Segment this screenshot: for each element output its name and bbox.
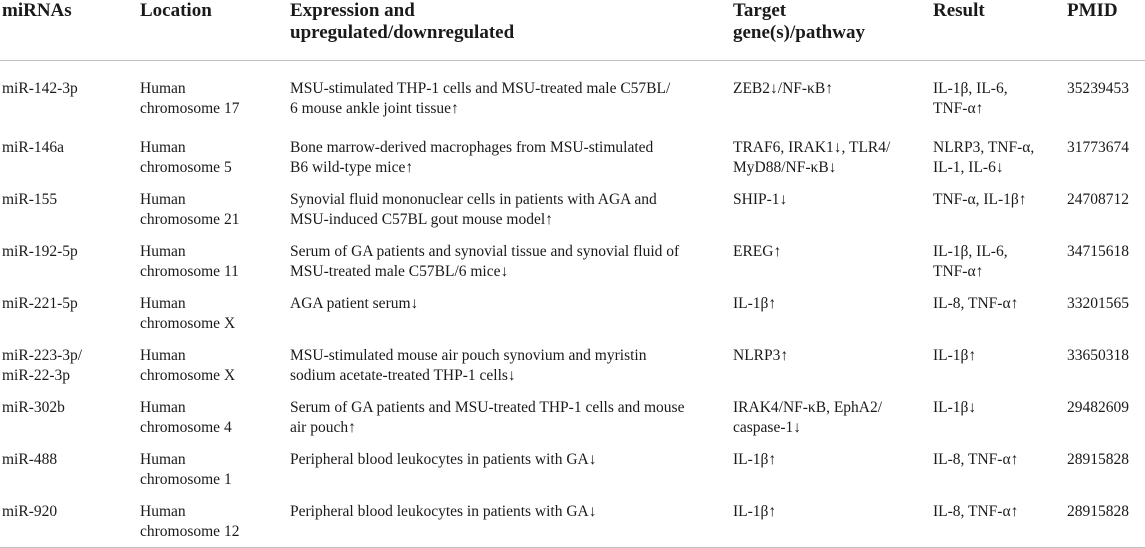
header-expression: Expression and upregulated/downregulated — [290, 0, 733, 61]
cell-location: Human chromosome 21 — [140, 191, 240, 228]
cell-result: TNF-α, IL-1β↑ — [933, 191, 1027, 208]
cell-mirna: miR-146a — [2, 139, 64, 156]
cell-target: IL-1β↑ — [733, 451, 777, 468]
cell-pmid: 35239453 — [1067, 80, 1129, 97]
cell-expression: Peripheral blood leukocytes in patients with GA↓ — [290, 451, 597, 468]
cell-target: IL-1β↑ — [733, 295, 777, 312]
cell-location: Human chromosome 12 — [140, 496, 290, 548]
cell-target: IL-1β↑ — [733, 496, 933, 548]
cell-result: IL-1β, IL-6, TNF-α↑ — [933, 80, 1008, 117]
cell-mirna: miR-920 — [0, 496, 140, 548]
cell-location: Human chromosome 4 — [140, 399, 232, 436]
cell-target: ZEB2↓/NF-κB↑ — [733, 80, 833, 97]
table-row — [0, 392, 1145, 444]
cell-pmid: 33201565 — [1067, 295, 1129, 312]
cell-mirna: miR-302b — [2, 399, 65, 416]
table-row — [0, 236, 1145, 288]
cell-pmid: 34715618 — [1067, 243, 1129, 260]
cell-expression: Synovial fluid mononuclear cells in patients with AGA and MSU-induced C57BL gout mouse model↑ — [290, 191, 657, 228]
cell-pmid: 24708712 — [1067, 191, 1129, 208]
header-result: Result — [933, 0, 1067, 61]
header-pmid: PMID — [1067, 0, 1145, 61]
header-row — [0, 0, 1145, 61]
cell-result: IL-8, TNF-α↑ — [933, 451, 1019, 468]
cell-mirna: miR-192-5p — [2, 243, 78, 260]
cell-location: Human chromosome 5 — [140, 139, 232, 176]
cell-mirna: miR-142-3p — [2, 80, 78, 97]
header-mirnas: miRNAs — [0, 0, 140, 61]
table-row — [0, 288, 1145, 340]
cell-pmid: 33650318 — [1067, 347, 1129, 364]
cell-target: SHIP-1↓ — [733, 191, 788, 208]
table-header — [0, 0, 1145, 61]
cell-location: Human chromosome X — [140, 347, 236, 384]
header-location: Location — [140, 0, 290, 61]
cell-location: Human chromosome 1 — [140, 451, 232, 488]
header-target: Target gene(s)/pathway — [733, 0, 933, 61]
cell-expression: AGA patient serum↓ — [290, 295, 419, 312]
cell-target: IRAK4/NF-κB, EphA2/ caspase-1↓ — [733, 399, 883, 436]
cell-expression: Serum of GA patients and MSU-treated THP-1 cells and mouse air pouch↑ — [290, 399, 685, 436]
cell-expression: Bone marrow-derived macrophages from MSU-stimulated B6 wild-type mice↑ — [290, 139, 654, 176]
cell-pmid: 29482609 — [1067, 399, 1129, 416]
cell-expression: Serum of GA patients and synovial tissue and synovial fluid of MSU-treated male C57BL/6 mice↓ — [290, 243, 680, 280]
cell-result: IL-8, TNF-α↑ — [933, 496, 1067, 548]
cell-target: NLRP3↑ — [733, 347, 789, 364]
cell-target: TRAF6, IRAK1↓, TLR4/ MyD88/NF-κB↓ — [733, 139, 891, 176]
table-row — [0, 340, 1145, 392]
cell-result: IL-1β↓ — [933, 399, 977, 416]
cell-target: EREG↑ — [733, 243, 782, 260]
cell-location: Human chromosome 11 — [140, 243, 239, 280]
cell-expression: Peripheral blood leukocytes in patients with GA↓ — [290, 496, 733, 548]
table-row — [0, 61, 1145, 132]
cell-mirna: miR-221-5p — [2, 295, 78, 312]
cell-mirna: miR-223-3p/ miR-22-3p — [2, 347, 83, 384]
cell-pmid: 31773674 — [1067, 139, 1129, 156]
cell-pmid: 28915828 — [1067, 496, 1145, 548]
table-row — [0, 496, 1145, 548]
cell-expression: MSU-stimulated THP-1 cells and MSU-treated male C57BL/ 6 mouse ankle joint tissue↑ — [290, 80, 671, 117]
cell-location: Human chromosome X — [140, 295, 236, 332]
cell-result: NLRP3, TNF-α, IL-1, IL-6↓ — [933, 139, 1035, 176]
cell-result: IL-1β, IL-6, TNF-α↑ — [933, 243, 1008, 280]
table-row — [0, 132, 1145, 184]
cell-location: Human chromosome 17 — [140, 80, 240, 117]
table-row — [0, 444, 1145, 496]
cell-result: IL-1β↑ — [933, 347, 977, 364]
cell-expression: MSU-stimulated mouse air pouch synovium and myristin sodium acetate-treated THP-1 cells↓ — [290, 347, 647, 384]
cell-result: IL-8, TNF-α↑ — [933, 295, 1019, 312]
table-body — [0, 61, 1145, 548]
cell-mirna: miR-155 — [2, 191, 58, 208]
table-row — [0, 184, 1145, 236]
cell-mirna: miR-488 — [2, 451, 58, 468]
cell-pmid: 28915828 — [1067, 451, 1129, 468]
